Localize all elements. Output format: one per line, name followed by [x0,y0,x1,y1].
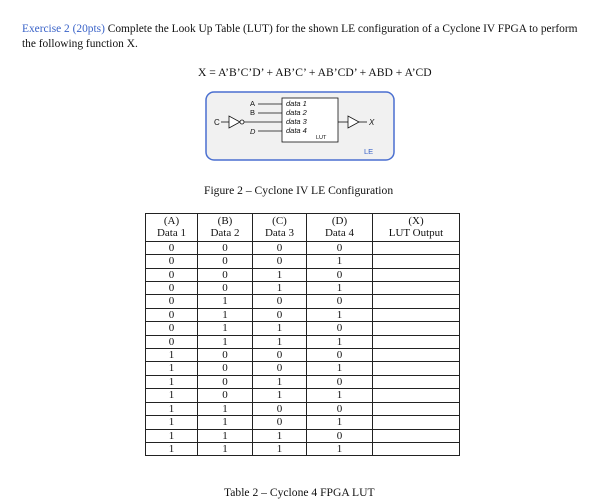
lut-label: LUT [316,135,327,141]
cell-data2: 1 [198,295,253,308]
cell-data4: 0 [307,295,373,308]
cell-data1: 0 [146,322,198,335]
cell-data4: 1 [307,362,373,375]
cell-lut-output[interactable] [373,268,460,281]
cell-data2: 0 [198,268,253,281]
cell-data2: 1 [198,429,253,442]
cell-data3: 1 [253,442,307,455]
cell-data4: 0 [307,349,373,362]
cell-data1: 1 [146,442,198,455]
lut-table [145,213,460,456]
c-inverter-bubble [240,120,244,124]
cell-lut-output[interactable] [373,295,460,308]
cell-data4: 1 [307,335,373,348]
table-row [146,375,460,388]
cell-data1: 0 [146,241,198,254]
header-b-letter: (B) [198,214,253,228]
function-expression: X = A’B’C’D’ + AB’C’ + AB’CD’ + ABD + A’CD [198,66,432,79]
header-d-name: Data 4 [307,227,373,241]
cell-data1: 1 [146,349,198,362]
cell-data2: 1 [198,308,253,321]
lut-table-body [146,241,460,456]
cell-data2: 1 [198,322,253,335]
lut-data-2: data 2 [286,108,307,117]
lut-data-4: data 4 [286,126,307,135]
table-row [146,389,460,402]
cell-data3: 1 [253,389,307,402]
cell-data2: 0 [198,241,253,254]
table-row [146,282,460,295]
cell-data1: 1 [146,416,198,429]
cell-data3: 0 [253,416,307,429]
cell-data1: 1 [146,375,198,388]
cell-data4: 0 [307,322,373,335]
cell-data3: 1 [253,268,307,281]
cell-lut-output[interactable] [373,442,460,455]
table-row [146,308,460,321]
input-a-label: A [250,99,256,108]
input-d-label: D [250,127,256,136]
cell-data1: 0 [146,268,198,281]
cell-data2: 1 [198,416,253,429]
cell-data3: 0 [253,402,307,415]
table-row [146,241,460,254]
table-row [146,416,460,429]
header-c-letter: (C) [253,214,307,228]
exercise-label: Exercise 2 (20pts) [22,23,105,35]
header-letter-row [146,214,460,228]
cell-data3: 0 [253,295,307,308]
cell-data3: 1 [253,375,307,388]
cell-lut-output[interactable] [373,308,460,321]
cell-data2: 0 [198,362,253,375]
cell-data3: 0 [253,255,307,268]
exercise-prompt [22,22,582,52]
header-c-name: Data 3 [253,227,307,241]
header-b-name: Data 2 [198,227,253,241]
cell-data1: 0 [146,335,198,348]
cell-data4: 1 [307,389,373,402]
header-a-name: Data 1 [146,227,198,241]
input-b-label: B [250,108,256,117]
cell-lut-output[interactable] [373,255,460,268]
header-name-row [146,227,460,241]
cell-data3: 0 [253,362,307,375]
cell-data4: 1 [307,442,373,455]
cell-data3: 1 [253,322,307,335]
cell-data4: 1 [307,282,373,295]
cell-data2: 0 [198,349,253,362]
table-row [146,268,460,281]
lut-data-1: data 1 [286,99,307,108]
le-label: LE [364,147,374,156]
cell-data2: 0 [198,375,253,388]
figure-caption: Figure 2 – Cyclone IV LE Configuration [204,184,394,197]
table-row [146,442,460,455]
cell-data4: 0 [307,402,373,415]
cell-data1: 0 [146,295,198,308]
lut-data-3: data 3 [286,117,307,126]
header-a-letter: (A) [146,214,198,228]
header-x-name: LUT Output [373,227,460,241]
cell-data1: 0 [146,255,198,268]
cell-lut-output[interactable] [373,429,460,442]
header-x-letter: (X) [373,214,460,228]
cell-lut-output[interactable] [373,375,460,388]
cell-data1: 0 [146,282,198,295]
cell-lut-output[interactable] [373,402,460,415]
cell-data3: 0 [253,308,307,321]
cell-data1: 1 [146,362,198,375]
cell-data1: 0 [146,308,198,321]
cell-lut-output[interactable] [373,335,460,348]
cell-data3: 0 [253,349,307,362]
input-c-label: C [214,118,220,127]
cell-lut-output[interactable] [373,416,460,429]
cell-data2: 1 [198,402,253,415]
cell-data2: 1 [198,335,253,348]
table-row [146,362,460,375]
cell-lut-output[interactable] [373,241,460,254]
cell-data1: 1 [146,389,198,402]
cell-lut-output[interactable] [373,389,460,402]
cell-data4: 0 [307,429,373,442]
cell-data3: 1 [253,282,307,295]
cell-data3: 1 [253,429,307,442]
cell-data2: 0 [198,282,253,295]
exercise-text: Complete the Look Up Table (LUT) for the shown LE configuration of a Cyclone IV FPGA to perform the following function X. [22,23,578,50]
cell-data2: 0 [198,255,253,268]
cell-data4: 0 [307,241,373,254]
output-x-label: X [369,118,375,127]
cell-data4: 1 [307,308,373,321]
cell-data3: 1 [253,335,307,348]
table-caption: Table 2 – Cyclone 4 FPGA LUT [224,486,375,499]
cell-data3: 0 [253,241,307,254]
cell-data1: 1 [146,402,198,415]
cell-lut-output[interactable] [373,349,460,362]
table-row [146,322,460,335]
cell-data4: 0 [307,268,373,281]
cell-lut-output[interactable] [373,362,460,375]
table-row [146,295,460,308]
cell-data4: 1 [307,255,373,268]
cell-data2: 0 [198,389,253,402]
table-row [146,349,460,362]
cell-lut-output[interactable] [373,322,460,335]
cell-lut-output[interactable] [373,282,460,295]
cell-data2: 1 [198,442,253,455]
cell-data4: 1 [307,416,373,429]
table-row [146,429,460,442]
header-d-letter: (D) [307,214,373,228]
cell-data1: 1 [146,429,198,442]
cell-data4: 0 [307,375,373,388]
table-row [146,335,460,348]
table-row [146,402,460,415]
table-row [146,255,460,268]
le-configuration-diagram [200,88,400,166]
